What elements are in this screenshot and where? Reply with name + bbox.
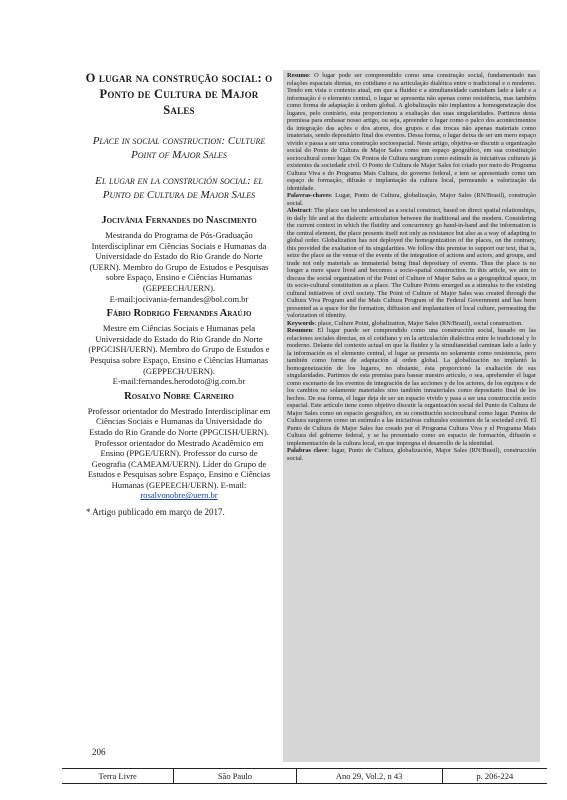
author-name: Fábio Rodrigo Fernandes Araújo (106, 308, 252, 320)
keywords-paragraph (287, 320, 536, 328)
author-email: E-mail:fernandes.herodoto@ig.com.br (112, 376, 246, 387)
author-name: Jocivânia Fernandes do Nascimento (101, 215, 257, 226)
palavras-chave-text: : Lugar, Ponto de Cultura, globalização, Major Sales (RN/Brasil), construção social. (287, 192, 536, 207)
author-email: E-mail:jocivania-fernandes@bol.com.br (109, 293, 249, 304)
author-block (84, 307, 274, 387)
journal-footer (62, 768, 547, 784)
article-header (84, 70, 274, 518)
article-title-english: Place in social construction: Culture Point of Major Sales (92, 135, 266, 161)
footer-journal: Terra Livre (62, 769, 174, 783)
author-name: Rosalvo Nobre Carneiro (124, 390, 234, 402)
abstract-label: Abstract (287, 207, 311, 214)
abstract-box (283, 70, 540, 762)
palavras-chave-label: Palavras-chaves (287, 192, 331, 199)
resumo-label: Resumo (287, 72, 309, 79)
article-title: O lugar na construção social: o Ponto de Cultura de Major Sales (85, 71, 273, 117)
author-affiliation: Mestranda do Programa de Pós-Graduação Interdisciplinar em Ciências Sociais e Humanas da Universidade do Estado do Rio Grande do Norte (UERN). Membro do Grupo de Estudos e Pesquisas sobre Espaço, Ensino e Ciências Humanas (GEPEECH/UERN). (89, 230, 269, 293)
keywords-text: : place, Culture Point, globalization, Major Sales (RN/Brazil), social construction. (314, 319, 523, 327)
resumen-paragraph (287, 327, 536, 447)
abstract-text: : The place can be understood as a social construct, based on direct spatial relationships, in daily life and at the dialectic articulation between the traditional and the modern. Considering the current context in which the fluidity and concurrency go hand-in-hand and the information is the central element, the place presents itself not only as resistance but also as a way of adapting to global order. Globalization has not deployed the homogenization of the places, on the contrary, this provided the exaltation of its singularities. We follow this premise to support our text, that is, seize the place as the venue of the events of the integration of actions and actors, and groups, and trade not only materials as immaterial being final depositary of events. Thus the place is no longer a mere space lived and becomes a socio-spatial construction. In this article, we aim to discuss the social organization of the Point of Culture of Major Sales as a geographical space, in its socio-cultural constitution as a place. The Culture Points emerged as a stimulus to the existing cultural initiatives of civil society. The Point of Culture of Major Sales was created through the Cultura Viva Program and the Mais Cultura Program of the Federal Government and has been presented as a space for the formation, diffusion and implantation of local culture, permeating the valorization of identity. (287, 207, 536, 319)
author-block (84, 390, 274, 501)
author-block (84, 214, 274, 304)
resumo-paragraph (287, 72, 536, 192)
resumo-text: : O lugar pode ser compreendido como uma construção social, fundamentado nas relações espaciais diretas, no cotidiano e na articulação dialética entre o tradicional e o moderno. Tendo em vista o contexto atual, em que a fluidez e a simultaneidade caminham lado a lado e a informação é o elemento central, o lugar se apresenta não apenas como resistência, mas também como forma de adaptação à ordem global. A globalização não implantou a homogeneização dos lugares, pelo contrário, esta proporcionou a exaltação das suas singularidades. Partimos desta premissa para embasar nosso artigo, ou seja, apreender o lugar como o palco dos acontecimentos da integração das ações e dos atores, dos grupos e das trocas não apenas materiais como imateriais, sendo depositário final dos eventos. Dessa forma, o lugar deixa de ser um mero espaço vivido e passa a ser uma construção socioespacial. Neste artigo, objetiva-se discutir a organização social do Ponto de Cultura de Major Sales como um espaço geográfico, em sua constituição sociocultural como lugar. Os Pontos de Cultura surgiram como estímulo às iniciativas culturais já existentes da sociedade civil. O Ponto de Cultura de Major Sales foi criado por meio do Programa Cultura Viva e do Programa Mais Cultura, do governo federal, e tem se apresentado como um espaço de formação, difusão e implantação da cultura local, permeando a valorização da identidade. (287, 72, 536, 192)
footer-city: São Paulo (174, 769, 296, 783)
resumen-label: Resumen (287, 327, 313, 334)
author-affiliation: Mestre em Ciências Sociais e Humanas pela Universidade do Estado do Rio Grande do Norte (PPGCISH/UERN). Membro do Grupo de Estudos e Pesquisa sobre Espaço, Ensino e Ciências Humanas (GEPPECH/UERN). (88, 323, 270, 376)
author-email-link[interactable]: rosalvonobre@uern.br (140, 490, 218, 501)
palabras-clave-label: Palabras clave (287, 447, 328, 454)
palavras-chave-paragraph (287, 192, 536, 207)
publication-note: * Artigo publicado em março de 2017. (86, 507, 225, 518)
page-number: 206 (92, 747, 106, 757)
resumen-text: : El lugar puede ser comprendido como una construcción social, basado en las relaciones sociales directas, en el cotidiano y en la articulación dialéctica entre lo tradicional y lo moderno. Delante del contexto actual en que la fluidez y la simultaneidad caminan lado a lado y la información es el elemento central, el lugar se presenta no solamente como resistencia, pero también como forma de adaptación al orden global. La globalización no implantó la homogeneización de los lugares, no obstante, ésta proporcionó la exaltación de sus singularidades. Partimos de esta premisa para basear nuestro artículo, o sea, aprehender el lugar como escenario de los eventos de integración de las acciones y de los actores, de los equipos e de los cambios no solamente materiales sino también inmateriales como depositario final de los hechos. De esa forma, el lugar deja de ser un espacio vivido y pasa a ser una construcción socio espacial. Este artículo tiene como objetivo discutir la organización social del Punto de Cultura de Major Sales como un espacio geográfico, en su constitución sociocultural como lugar. Puntos de Cultura surgieron como un estímulo a las iniciativas culturales existentes de la sociedad civil. El Punto de Cultura de Major Sales fue creado por el Programa Cultura Viva y el Programa Mais Cultura del gobierno federal, y se ha presentado como un espacio de formación, difusión e implementación de la cultura local, en que impregna el desarrollo de la identidad. (287, 327, 536, 447)
abstract-paragraph (287, 207, 536, 320)
footer-pages: p. 206-224 (476, 771, 514, 781)
article-title-spanish: El lugar en la construción social: el Punto de Cultura de Major Sales (95, 175, 263, 201)
keywords-label: Keywords (287, 319, 315, 327)
palabras-clave-text: : lugar, Punto de Cultura, globalización, Major Sales (RN/Brasil), construcción social. (287, 447, 536, 462)
footer-issue: Ano 29, Vol.2, n 43 (297, 769, 443, 783)
palabras-clave-paragraph (287, 447, 536, 462)
author-affiliation: Professor orientador do Mestrado Interdisciplinar em Ciências Sociais e Humanas da Universidade do Estado do Rio Grande do Norte (PPGCISH/UERN). Professor orientador do Mestrado Acadêmico em Ensino (PPGE/UERN). Professor do curso de Geografia (CAMEAM/UERN). Líder do Grupo de Estudos e Pesquisas sobre Espaço, Ensino e Ciências Humanas (GEPEECH/UERN). E-mail: (87, 405, 271, 490)
